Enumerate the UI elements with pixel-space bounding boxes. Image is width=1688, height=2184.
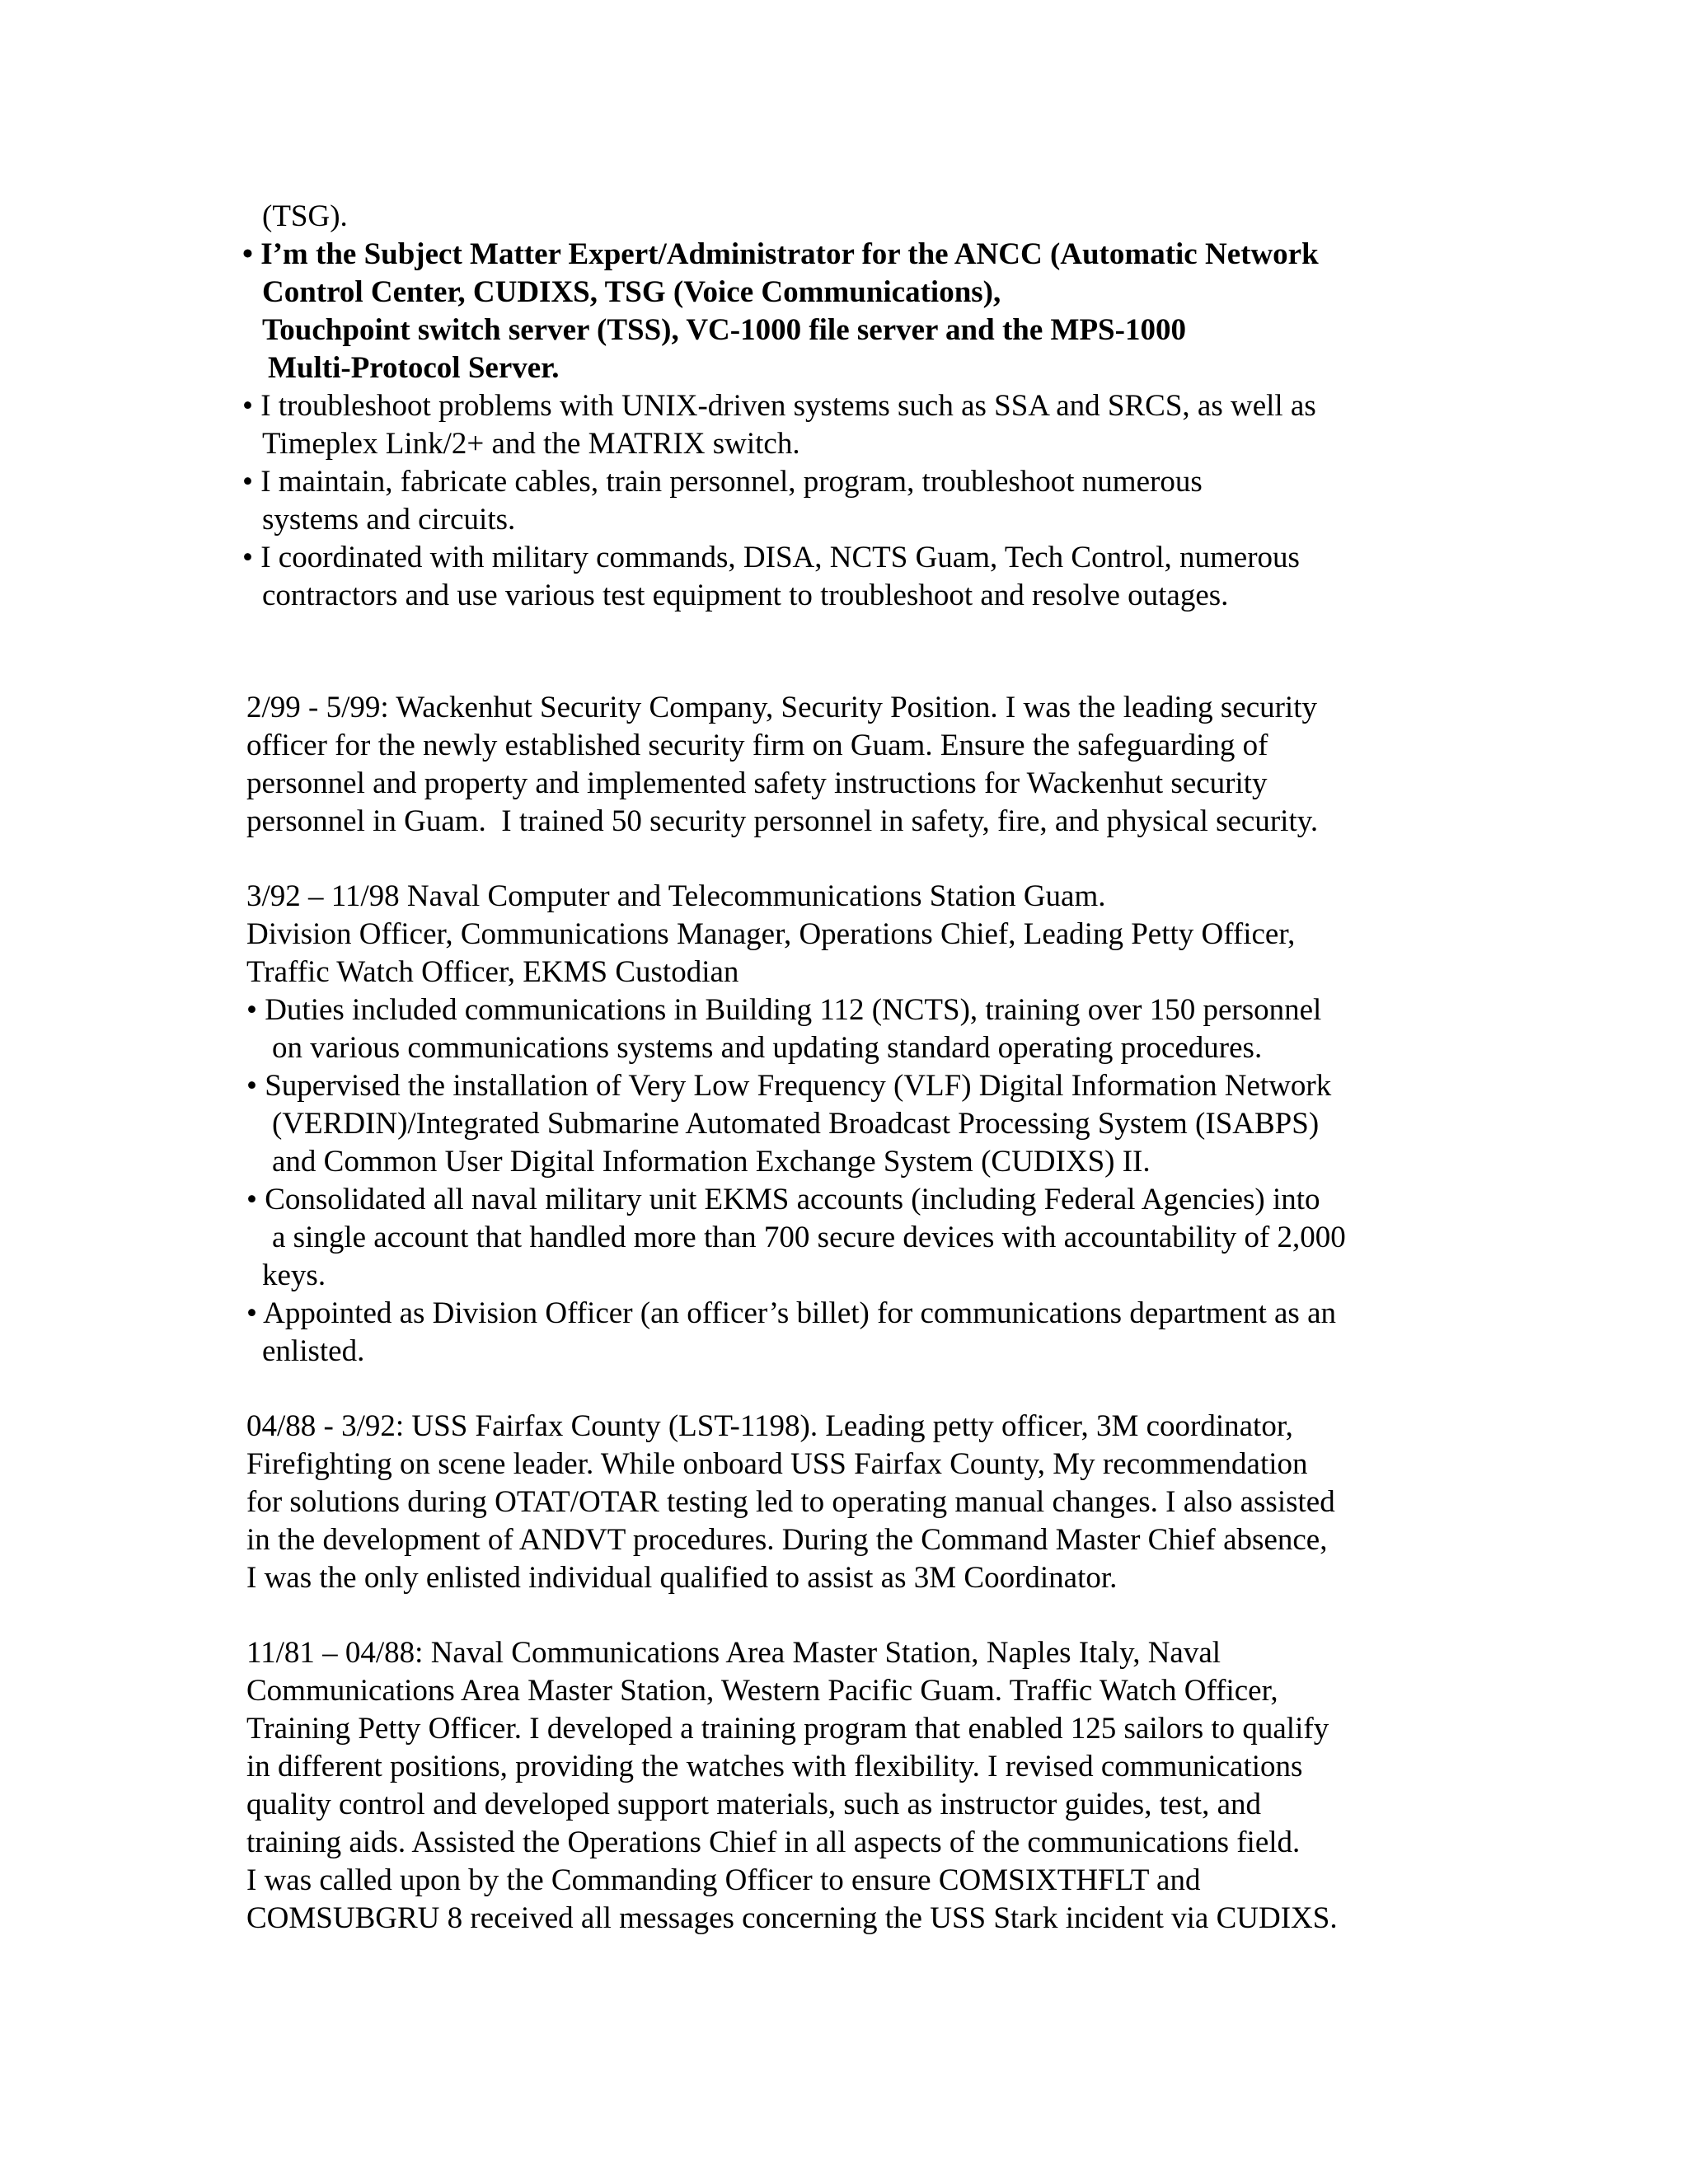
text-line: 11/81 – 04/88: Naval Communications Area Master Station, Naples Italy, Naval <box>246 1636 1221 1670</box>
text-line: and Common User Digital Information Exchange System (CUDIXS) II. <box>272 1145 1151 1179</box>
bullet-line: • Supervised the installation of Very Low Frequency (VLF) Digital Information Network <box>246 1069 1332 1103</box>
bullet-line: • Duties included communications in Building 112 (NCTS), training over 150 personnel <box>246 993 1322 1027</box>
text-line-bold: Touchpoint switch server (TSS), VC-1000 file server and the MPS-1000 <box>262 313 1186 347</box>
bullet-line: • I maintain, fabricate cables, train personnel, program, troubleshoot numerous <box>242 465 1203 499</box>
text-line: Traffic Watch Officer, EKMS Custodian <box>246 955 739 989</box>
bullet-line: • Appointed as Division Officer (an officer’s billet) for communications department as an <box>246 1296 1336 1330</box>
text-line-bold: Multi-Protocol Server. <box>268 351 560 385</box>
text-line: officer for the newly established security firm on Guam. Ensure the safeguarding of <box>246 729 1268 762</box>
bullet-line: • Consolidated all naval military unit EKMS accounts (including Federal Agencies) into <box>246 1183 1320 1216</box>
text-line: training aids. Assisted the Operations Chief in all aspects of the communications field. <box>246 1825 1301 1859</box>
text-line: (VERDIN)/Integrated Submarine Automated Broadcast Processing System (ISABPS) <box>272 1107 1320 1141</box>
text-line: COMSUBGRU 8 received all messages concerning the USS Stark incident via CUDIXS. <box>246 1901 1338 1935</box>
text-line: systems and circuits. <box>262 503 516 537</box>
text-line: Firefighting on scene leader. While onboard USS Fairfax County, My recommendation <box>246 1447 1308 1481</box>
bullet-line: • I troubleshoot problems with UNIX-driven systems such as SSA and SRCS, as well as <box>242 389 1316 423</box>
text-line: quality control and developed support materials, such as instructor guides, test, and <box>246 1788 1261 1821</box>
text-line: Communications Area Master Station, Western Pacific Guam. Traffic Watch Officer, <box>246 1674 1278 1708</box>
bullet-line-bold: • I’m the Subject Matter Expert/Administrator for the ANCC (Automatic Network <box>242 237 1319 271</box>
text-line: Timeplex Link/2+ and the MATRIX switch. <box>262 427 800 461</box>
text-line: (TSG). <box>262 199 348 233</box>
text-line: Division Officer, Communications Manager, Operations Chief, Leading Petty Officer, <box>246 917 1296 951</box>
text-line: personnel in Guam. I trained 50 security personnel in safety, fire, and physical security. <box>246 804 1319 838</box>
text-line: contractors and use various test equipment to troubleshoot and resolve outages. <box>262 579 1229 612</box>
text-line: keys. <box>262 1258 326 1292</box>
text-line: personnel and property and implemented safety instructions for Wackenhut security <box>246 766 1268 800</box>
text-line: I was called upon by the Commanding Officer to ensure COMSIXTHFLT and <box>246 1863 1201 1897</box>
text-line: a single account that handled more than 700 secure devices with accountability of 2,000 <box>272 1221 1346 1254</box>
text-line: enlisted. <box>262 1334 365 1368</box>
text-line: 3/92 – 11/98 Naval Computer and Telecommunications Station Guam. <box>246 879 1106 913</box>
text-line: Training Petty Officer. I developed a training program that enabled 125 sailors to qualify <box>246 1712 1329 1746</box>
text-line: 04/88 - 3/92: USS Fairfax County (LST-1198). Leading petty officer, 3M coordinator, <box>246 1409 1293 1443</box>
bullet-line: • I coordinated with military commands, DISA, NCTS Guam, Tech Control, numerous <box>242 541 1300 574</box>
text-line: I was the only enlisted individual qualified to assist as 3M Coordinator. <box>246 1561 1118 1595</box>
text-line: 2/99 - 5/99: Wackenhut Security Company, Security Position. I was the leading security <box>246 691 1317 724</box>
text-line-bold: Control Center, CUDIXS, TSG (Voice Communications), <box>262 275 1001 309</box>
text-line: in different positions, providing the watches with flexibility. I revised communications <box>246 1750 1303 1783</box>
text-line: on various communications systems and updating standard operating procedures. <box>272 1031 1263 1065</box>
text-line: for solutions during OTAT/OTAR testing led to operating manual changes. I also assisted <box>246 1485 1335 1519</box>
text-line: in the development of ANDVT procedures. During the Command Master Chief absence, <box>246 1523 1328 1557</box>
